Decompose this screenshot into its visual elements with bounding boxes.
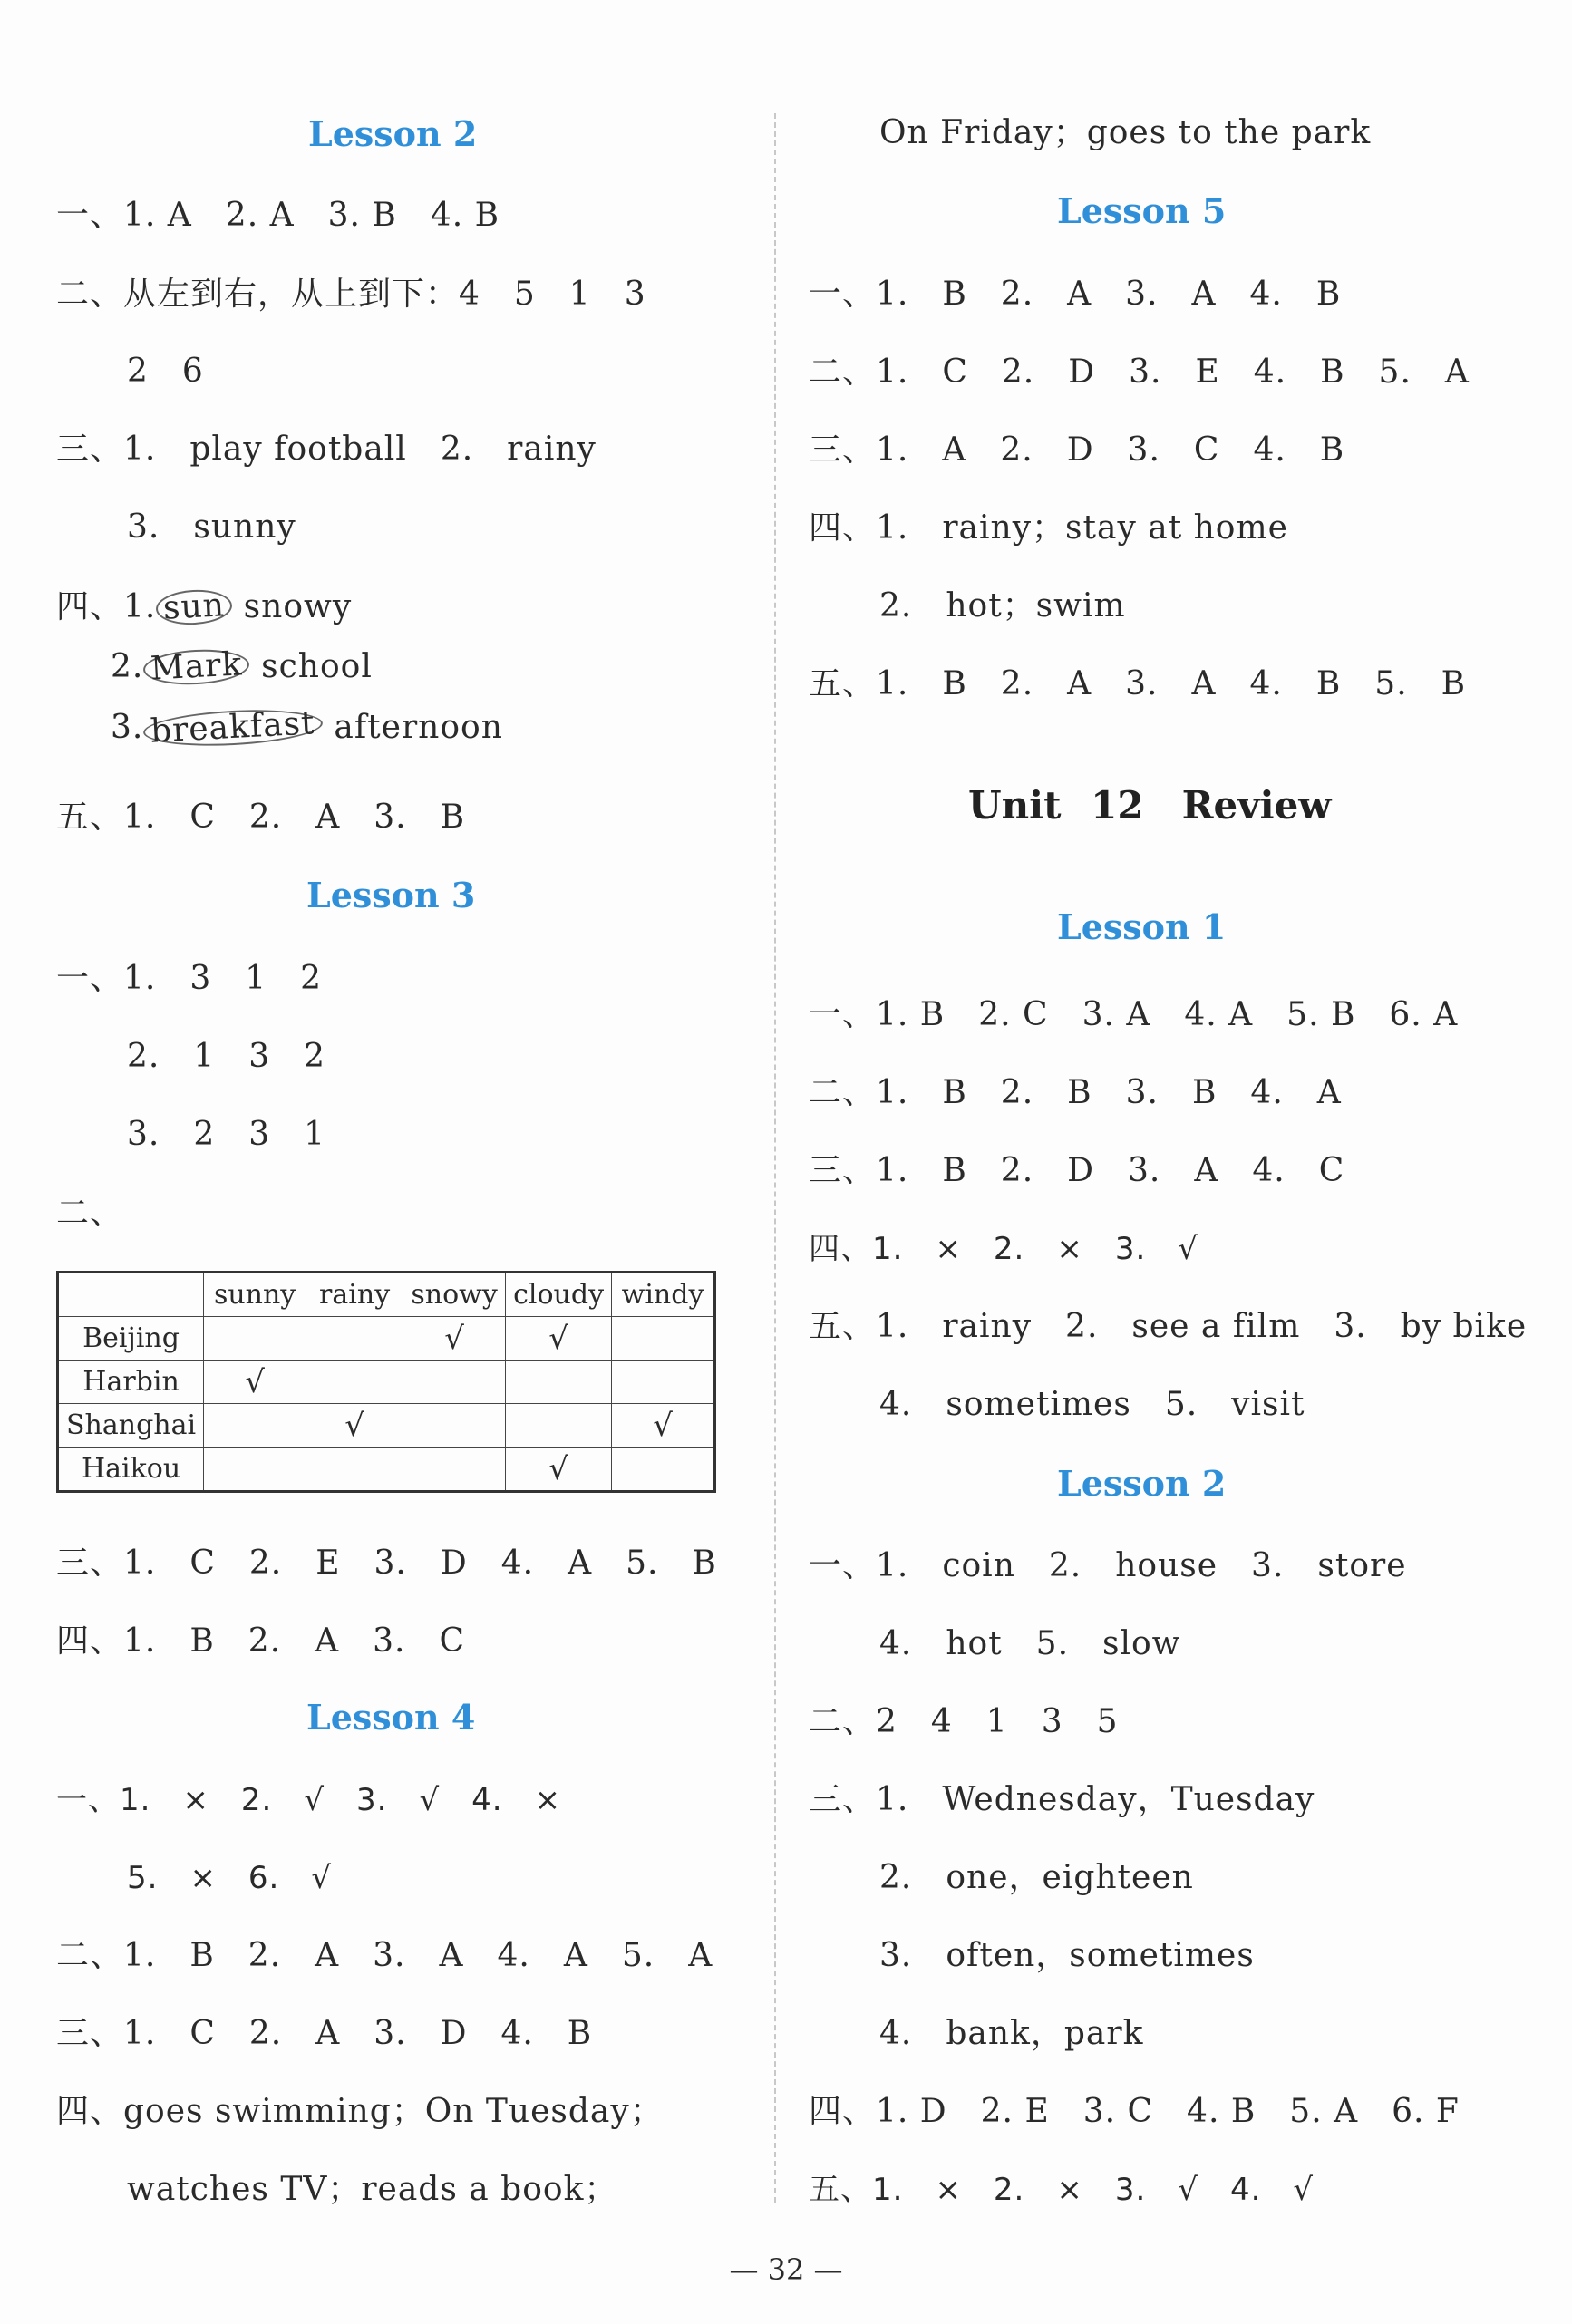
- table-cell: [506, 1361, 612, 1404]
- answer-line: 4. bank，park: [879, 2015, 1144, 2052]
- answer-line: 三、1. B 2. D 3. A 4. C: [809, 1152, 1345, 1189]
- answer-line: 二、2 4 1 3 5: [809, 1703, 1119, 1740]
- answer-line: 四、1. rainy；stay at home: [809, 509, 1288, 547]
- answer-line: 5. × 6. √: [127, 1860, 333, 1896]
- answer-line: 二、: [56, 1195, 124, 1232]
- answer-line: 一、1. B 2. A 3. A 4. B: [809, 276, 1342, 313]
- table-cell: [506, 1404, 612, 1448]
- table-header-row: [58, 1273, 715, 1317]
- table-cell: √: [506, 1448, 612, 1492]
- answer-line: 一、1. × 2. √ 3. √ 4. ×: [56, 1782, 562, 1818]
- page-number: — 32 —: [729, 2252, 843, 2287]
- answer-line: 2. one，eighteen: [879, 1859, 1194, 1896]
- table-header: [58, 1273, 204, 1317]
- answer-line: 一、1. B 2. C 3. A 4. A 5. B 6. A: [809, 996, 1459, 1033]
- answer-line: 四、goes swimming；On Tuesday；: [56, 2093, 664, 2130]
- question-prefix: 3.: [111, 709, 144, 746]
- table-cell: √: [204, 1361, 306, 1404]
- lesson-title: Lesson 4: [306, 1697, 476, 1738]
- table-header: snowy: [403, 1273, 506, 1317]
- answer-line: 五、1. B 2. A 3. A 4. B 5. B: [809, 665, 1467, 702]
- table-cell: [204, 1404, 306, 1448]
- table-cell: √: [306, 1404, 403, 1448]
- question-prefix: 四、1.: [56, 588, 157, 625]
- answer-line: 一、1. coin 2. house 3. store: [809, 1547, 1407, 1584]
- answer-line: 2. 1 3 2: [127, 1038, 326, 1075]
- answer-line: On Friday；goes to the park: [879, 114, 1372, 151]
- answer-line: 一、1. A 2. A 3. B 4. B: [56, 197, 500, 234]
- table-cell: [204, 1448, 306, 1492]
- answer-line: 四、1. × 2. × 3. √: [809, 1231, 1198, 1267]
- table-header: rainy: [306, 1273, 403, 1317]
- answer-line: 4. hot 5. slow: [879, 1625, 1181, 1662]
- answer-line: 2 6: [127, 353, 204, 390]
- table-cell: [306, 1361, 403, 1404]
- table-cell: [204, 1317, 306, 1361]
- table-cell: √: [506, 1317, 612, 1361]
- table-row: [58, 1404, 715, 1448]
- table-cell: [612, 1448, 715, 1492]
- answer-line: 3. sunny: [127, 508, 296, 546]
- table-cell: √: [612, 1404, 715, 1448]
- table-cell: Beijing: [58, 1317, 204, 1361]
- answer-line: 3. often，sometimes: [879, 1937, 1255, 1974]
- answer-line: 三、1. play football 2. rainy: [56, 431, 597, 468]
- table-cell: [403, 1404, 506, 1448]
- answer-line: [111, 647, 373, 687]
- answer-line: 二、1. C 2. D 3. E 4. B 5. A: [809, 353, 1470, 391]
- table-cell: [403, 1448, 506, 1492]
- answer-line: 4. sometimes 5. visit: [879, 1386, 1305, 1423]
- circled-word: breakfast: [143, 706, 324, 750]
- answer-line: 五、1. rainy 2. see a film 3. by bike: [809, 1308, 1528, 1345]
- lesson-title: Lesson 2: [1057, 1463, 1227, 1504]
- table-cell: Haikou: [58, 1448, 204, 1492]
- circled-word: sun: [155, 588, 233, 626]
- answer-line: 五、1. × 2. × 3. √ 4. √: [809, 2172, 1315, 2208]
- answer-line: watches TV；reads a book；: [127, 2171, 618, 2208]
- table-cell: [612, 1317, 715, 1361]
- answer-line: 三、1. A 2. D 3. C 4. B: [809, 431, 1345, 469]
- answer-line: 五、1. C 2. A 3. B: [56, 799, 466, 836]
- answer-line: [56, 587, 352, 627]
- lesson-title: Lesson 3: [306, 875, 476, 915]
- table-header: windy: [612, 1273, 715, 1317]
- answer-line: 二、1. B 2. B 3. B 4. A: [809, 1074, 1342, 1111]
- answer-line: 二、1. B 2. A 3. A 4. A 5. A: [56, 1937, 713, 1974]
- answer-line: 一、1. 3 1 2: [56, 960, 323, 997]
- answer-line: 四、1. D 2. E 3. C 4. B 5. A 6. F: [809, 2093, 1460, 2130]
- answer-line: 2. hot；swim: [879, 587, 1126, 625]
- table-row: [58, 1448, 715, 1492]
- table-cell: Harbin: [58, 1361, 204, 1404]
- answer-line: [111, 704, 503, 750]
- weather-table: [56, 1271, 716, 1493]
- table-cell: [612, 1361, 715, 1404]
- table-header: sunny: [204, 1273, 306, 1317]
- answer-line: 四、1. B 2. A 3. C: [56, 1622, 466, 1660]
- table-cell: [306, 1448, 403, 1492]
- word: school: [261, 648, 373, 685]
- circled-word: Mark: [142, 647, 250, 687]
- table-row: [58, 1361, 715, 1404]
- lesson-title: Lesson 1: [1057, 906, 1227, 947]
- word: snowy: [243, 588, 353, 625]
- answer-line: 三、1. Wednesday，Tuesday: [809, 1781, 1315, 1818]
- table-cell: √: [403, 1317, 506, 1361]
- lesson-title: Lesson 2: [308, 113, 478, 154]
- lesson-title: Lesson 5: [1057, 190, 1227, 231]
- word: afternoon: [334, 709, 503, 746]
- unit-title: Unit 12 Review: [968, 783, 1332, 828]
- answer-line: 三、1. C 2. A 3. D 4. B: [56, 2015, 593, 2052]
- table-cell: [306, 1317, 403, 1361]
- table-cell: Shanghai: [58, 1404, 204, 1448]
- question-prefix: 2.: [111, 648, 144, 685]
- answer-line: 3. 2 3 1: [127, 1116, 326, 1153]
- table-cell: [403, 1361, 506, 1404]
- answer-line: 三、1. C 2. E 3. D 4. A 5. B: [56, 1544, 717, 1582]
- column-divider: [774, 113, 776, 2203]
- table-row: [58, 1317, 715, 1361]
- table-header: cloudy: [506, 1273, 612, 1317]
- answer-line: 二、从左到右，从上到下：4 5 1 3: [56, 276, 646, 313]
